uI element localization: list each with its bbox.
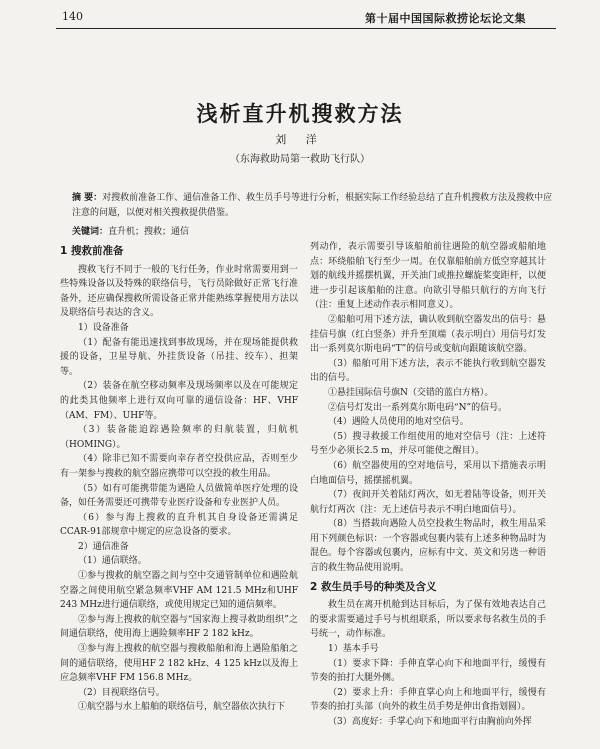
paragraph: （4）除非已知不需要向幸存者空投供应品，否则至少有一架参与搜救的航空器应携带可以空投的救生用品。 (60, 454, 298, 479)
paragraph: （7）夜间开关着陆灯两次，如无着陆等设备，则开关航行灯两次（注：无上述信号表示不明白地面信号）。 (310, 490, 546, 515)
paragraph: （1）要求下降：手伸直掌心向下和地面平行，缓慢有节奏的拍打大腿外侧。 (310, 658, 546, 684)
section-title: 2 救生员手号的种类及含义 (310, 580, 437, 593)
paragraph: 救生员在离开机舱到达目标后，为了保有效地表达自己的要求需要通过手号与机组联系，所以要求每名救生员的手号统一，动作标准。 (310, 600, 546, 640)
page-number: 140 (62, 10, 83, 23)
paragraph: （2）目视联络信号。 (78, 687, 165, 698)
keywords (72, 224, 558, 237)
paragraph: （8）当搭载向遇险人员空投救生物品时，救生用品采用下列颜色标识：一个容器或包裹内装有上述多种物品时为混色。每个容器或包裹内，应标有中文、英文和另选一种语言的救生物品使用说明。 (310, 519, 546, 574)
paragraph: ②信号灯发出一系列莫尔斯电码“N”的信号。 (328, 402, 508, 413)
paragraph: （6）参与海上搜救的直升机其自身设备还需满足CCAR-91部规章中规定的应急设备的要求。 (60, 512, 298, 538)
paragraph: （1）配备有能迅速找到事故现场，并在现场能提供救援的设备，卫星导航、外挂货设备（吊挂、绞车）、担架等。 (60, 337, 298, 377)
paragraph: （5）搜寻救援工作组使用的地对空信号（注：上述符号至少必须长2.5 m，并尽可能使之醒目）。 (310, 431, 546, 457)
abstract-text: 对搜救前准备工作、通信准备工作、救生员手号等进行分析，根据实际工作经验总结了直升机搜救方法及搜救中应注意的问题，以便对相关搜救提供借鉴。 (72, 193, 553, 218)
abstract (72, 191, 558, 221)
paragraph: 搜救飞行不同于一般的飞行任务，作业时常需要用到一些特殊设备以及特殊的联络信号，飞行员除做好正常飞行准备外，还应确保搜救所需设备正常并能熟练掌握使用方法以及联络信号表达的含义。 (60, 264, 298, 319)
paragraph: （3）高度好：手掌心向下和地面平行由胸前向外挥 (328, 717, 532, 727)
paragraph: （2）装备在航空移动频率及现场频率以及在可能规定的此类其他频率上进行双向可靠的通信设备：HF、VHF（AM、FM）、UHF等。 (60, 381, 298, 421)
paragraph: ①航空器与水上船舶的联络信号，航空器依次执行下 (78, 702, 286, 713)
author: 刘 洋 (275, 133, 325, 146)
paragraph: （1）通信联络。 (78, 556, 147, 567)
journal-title: 第十届中国国际救捞论坛论文集 (365, 12, 526, 25)
running-header (56, 4, 556, 29)
right-column (310, 240, 546, 730)
paragraph: ③参与海上搜救的航空器与搜救船舶和海上遇险船舶之间的通信联络，使用HF 2 182 kHz、4 125 kHz以及海上应急频率VHF FM 156.8 MHz。 (60, 644, 298, 684)
paragraph: （2）要求上升：手伸直掌心向上和地面平行，缓慢有节奏的拍打头部（向外的救生员手势是伸出食指划圆）。 (310, 687, 546, 713)
paragraph: （6）航空器使用的空对地信号，采用以下措施表示明白地面信号，摇摆摇机翼。 (310, 460, 546, 486)
abstract-label: 摘 要： (72, 193, 103, 203)
paragraph: （5）如有可能携带能为遇险人员做简单医疗处理的设备，如任务需要还可携带专业医疗设备和专业医护人员。 (60, 483, 298, 509)
paragraph: ①参与搜救的航空器之间与空中交通管制单位和遇险航空器之间使用航空紧急频率VHF AM 121.5 MHz和UHF 243 MHz进行通信联络，或使用规定已知的通信频率。 (60, 571, 298, 611)
paragraph: 列动作，表示需要引导该船舶前往遇险的航空器或船舶地点：环绕船舶飞行至少一周。在仅靠船舶前方低空穿越其计划的航线并摇摆机翼，开关油门或推拉螺旋桨变距杆，以便进一步引起该船舶的注意。向欲引导船只航行的方向飞行（注：重复上述动作表示相同意义）。 (310, 242, 546, 311)
left-column (60, 240, 298, 715)
paper-title: 浅析直升机搜救方法 (196, 102, 404, 126)
paragraph: 2）通信准备 (78, 541, 129, 552)
paragraph: ②参与海上搜救的航空器与“国家海上搜寻救助组织”之间通信联络，使用海上遇险频率HF 2 182 kHz。 (60, 614, 298, 640)
affiliation: （东海救助局第一救助飞行队） (230, 154, 370, 165)
paragraph: （3）船舶可用下述方法，表示不能执行收到航空器发出的信号。 (310, 358, 546, 384)
keywords-label: 关键词： (72, 227, 109, 237)
paragraph: （4）遇险人员使用的地对空信号。 (328, 417, 469, 428)
keywords-text: 直升机；搜救；通信 (108, 227, 190, 237)
paragraph: ②船舶可用下述方法，确认收到航空器发出的信号：悬挂信号旗（红白竖条）并升至顶端（表示明白）用信号灯发出一系列莫尔斯电码“T”的信号或变航向跟随该航空器。 (310, 314, 546, 355)
paragraph: 1）设备准备 (78, 322, 129, 333)
paragraph: （3）装备能追踪遇险频率的归航装置，归航机（HOMING）。 (60, 425, 298, 450)
section-title: 1 搜救前准备 (60, 245, 124, 257)
paragraph: ①悬挂国际信号旗N（交错的蓝白方格）。 (328, 387, 494, 398)
paragraph: 1）基本手号 (328, 644, 379, 655)
